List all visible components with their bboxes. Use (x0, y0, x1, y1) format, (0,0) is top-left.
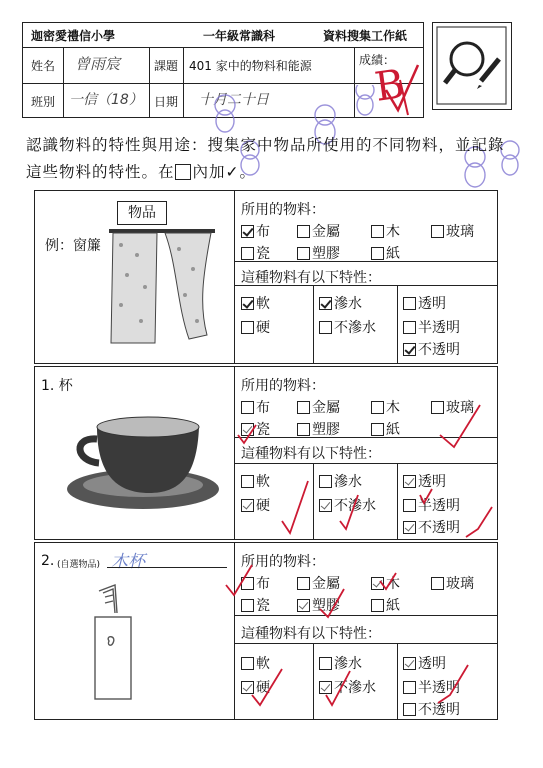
material-paper[interactable]: 紙 (371, 243, 400, 263)
instruction-line-2 (26, 160, 256, 182)
checkbox-absorbent[interactable] (319, 297, 332, 310)
material-porcelain[interactable]: 瓷 (241, 419, 270, 439)
item-box: 物品 (117, 201, 167, 225)
property-absorbent[interactable]: 滲水 (319, 653, 362, 673)
materials-heading: 所用的物料： (241, 202, 325, 218)
material-porcelain[interactable]: 瓷 (241, 595, 270, 615)
instruction-line-1: 認識物料的特性與用途：搜集家中物品所使用的不同物料，並記錄 (26, 136, 505, 154)
checkbox-soft[interactable] (241, 297, 254, 310)
checkbox-translucent[interactable] (403, 321, 416, 334)
property-absorbent[interactable]: 滲水 (319, 471, 362, 491)
material-wood[interactable]: 木 (371, 221, 400, 241)
material-plastic[interactable]: 塑膠 (297, 595, 340, 615)
property-waterproof[interactable]: 不滲水 (319, 317, 376, 337)
checkbox-transparent[interactable] (403, 297, 416, 310)
score-label: 成績： (359, 53, 396, 67)
property-transparent[interactable]: 透明 (403, 293, 446, 313)
header-divider (23, 47, 423, 48)
property-soft[interactable]: 軟 (241, 471, 270, 491)
materials-heading: 所用的物料： (241, 378, 325, 394)
material-wood[interactable]: 木 (371, 397, 400, 417)
property-transparent[interactable]: 透明 (403, 653, 446, 673)
own-item-number: 2. (41, 553, 55, 569)
drawn-cup-image (85, 579, 175, 709)
score-grade: B (371, 61, 408, 111)
header-divider (63, 47, 64, 117)
teacher-check-mark (378, 60, 438, 120)
checkbox-waterproof[interactable] (319, 321, 332, 334)
checkbox-paper[interactable] (371, 247, 384, 260)
property-translucent[interactable]: 半透明 (403, 317, 460, 337)
class-label: 班別 (31, 95, 56, 109)
material-porcelain[interactable]: 瓷 (241, 243, 270, 263)
properties-heading: 這種物料有以下特性： (241, 446, 381, 462)
section-divider (234, 285, 497, 286)
property-soft[interactable]: 軟 (241, 293, 270, 313)
section-divider (234, 191, 235, 363)
property-opaque[interactable]: 不透明 (403, 699, 460, 719)
example-label: 例：窗簾 (45, 238, 101, 254)
material-cloth[interactable]: 布 (241, 573, 270, 593)
property-waterproof[interactable]: 不滲水 (319, 677, 376, 697)
curtain-image (107, 225, 217, 350)
instruction-line-2b: 內加✓。 (192, 163, 257, 181)
property-absorbent[interactable]: 滲水 (319, 293, 362, 313)
header-divider (183, 47, 184, 117)
header-divider (23, 83, 354, 84)
topic-label: 課題 (154, 59, 179, 73)
checkbox-cloth[interactable] (241, 225, 254, 238)
section-divider (313, 285, 314, 363)
material-glass[interactable]: 玻璃 (431, 221, 474, 241)
material-paper[interactable]: 紙 (371, 419, 400, 439)
property-hard[interactable]: 硬 (241, 677, 270, 697)
cup-image (63, 407, 223, 517)
material-glass[interactable]: 玻璃 (431, 397, 474, 417)
property-translucent[interactable]: 半透明 (403, 677, 460, 697)
checkbox-hard[interactable] (241, 321, 254, 334)
material-cloth[interactable]: 布 (241, 221, 270, 241)
topic-value: 401 家中的物料和能源 (189, 59, 312, 73)
cup-label: 1. 杯 (41, 378, 73, 394)
material-wood[interactable]: 木 (371, 573, 400, 593)
checkbox-opaque[interactable] (403, 343, 416, 356)
checkbox-plastic[interactable] (297, 247, 310, 260)
date-value: 十月二十日 (199, 92, 269, 108)
material-cloth[interactable]: 布 (241, 397, 270, 417)
material-plastic[interactable]: 塑膠 (297, 243, 340, 263)
own-item-hint: (自選物品) (57, 560, 101, 570)
property-opaque[interactable]: 不透明 (403, 517, 460, 537)
material-glass[interactable]: 玻璃 (431, 573, 474, 593)
checkbox-sample-icon (175, 164, 191, 180)
property-translucent[interactable]: 半透明 (403, 495, 460, 515)
worksheet-title: 資料搜集工作紙 (323, 29, 408, 43)
section-example (34, 190, 498, 364)
grade-subject: 一年級常識科 (203, 29, 276, 43)
own-item-value: 木杯 (111, 552, 145, 572)
class-value: 一信（18） (69, 92, 143, 108)
property-opaque[interactable]: 不透明 (403, 339, 460, 359)
teacher-marks (230, 395, 500, 540)
materials-heading: 所用的物料： (241, 554, 325, 570)
checkbox-glass[interactable] (431, 225, 444, 238)
teacher-marks (200, 545, 500, 720)
header-divider (149, 47, 150, 117)
properties-heading: 這種物料有以下特性： (241, 270, 381, 286)
date-label: 日期 (154, 95, 179, 109)
property-soft[interactable]: 軟 (241, 653, 270, 673)
material-paper[interactable]: 紙 (371, 595, 400, 615)
name-value: 曾雨宸 (75, 55, 121, 73)
property-hard[interactable]: 硬 (241, 495, 270, 515)
section-divider (397, 285, 398, 363)
property-transparent[interactable]: 透明 (403, 471, 446, 491)
school-name: 迦密愛禮信小學 (31, 29, 116, 43)
material-metal[interactable]: 金屬 (297, 397, 340, 417)
checkbox-wood[interactable] (371, 225, 384, 238)
section-divider (234, 261, 497, 262)
property-waterproof[interactable]: 不滲水 (319, 495, 376, 515)
property-hard[interactable]: 硬 (241, 317, 270, 337)
properties-heading: 這種物料有以下特性： (241, 626, 381, 642)
material-metal[interactable]: 金屬 (297, 573, 340, 593)
checkbox-porcelain[interactable] (241, 247, 254, 260)
instruction-line-2a: 這些物料的特性。在 (26, 163, 175, 181)
checkbox-metal[interactable] (297, 225, 310, 238)
material-plastic[interactable]: 塑膠 (297, 419, 340, 439)
name-label: 姓名 (31, 59, 56, 73)
material-metal[interactable]: 金屬 (297, 221, 340, 241)
